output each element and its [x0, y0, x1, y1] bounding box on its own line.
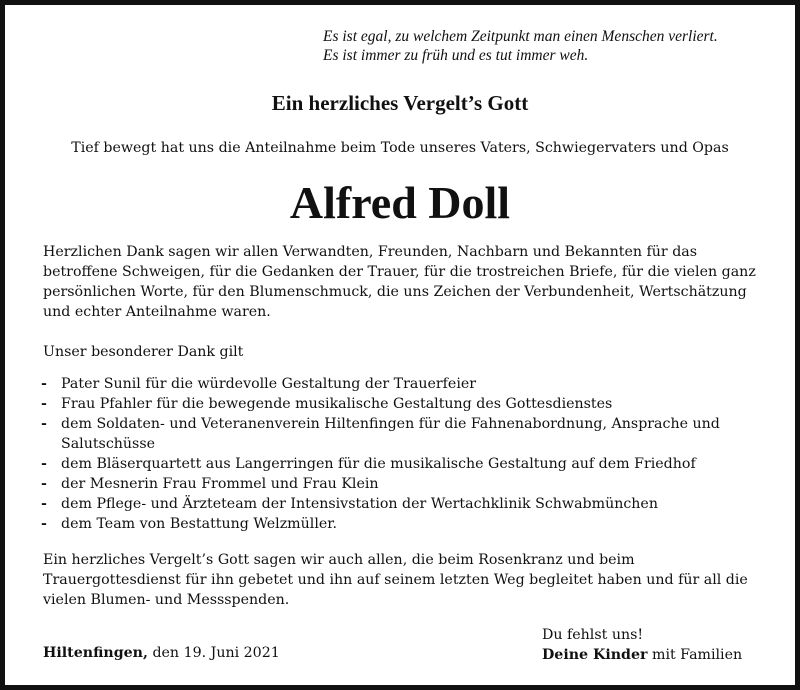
- list-item-text: Frau Pfahler für die bewegende musikalische Gestaltung des Gottesdienstes: [61, 396, 613, 412]
- dash-icon: -: [41, 516, 47, 532]
- list-item-text: dem Bläserquartett aus Langerringen für die musikalische Gestaltung auf dem Friedhof: [61, 456, 696, 472]
- place-date: [43, 643, 280, 663]
- list-item: [41, 514, 771, 534]
- list-item: [41, 454, 771, 474]
- quote: [323, 27, 718, 65]
- list-item: [41, 414, 771, 454]
- list-item-text: Pater Sunil für die würdevolle Gestaltung der Trauerfeier: [61, 376, 477, 392]
- place: Hiltenfingen,: [43, 645, 148, 661]
- list-item: [41, 374, 771, 394]
- heading: Ein herzliches Vergelt’s Gott: [271, 91, 529, 115]
- list-item-text: dem Team von Bestattung Welzmüller.: [61, 516, 337, 532]
- closing-paragraph: Ein herzliches Vergelt’s Gott sagen wir auch allen, die beim Rosenkranz und beim Trauergottesdienst für ihn gebetet und ihn auf seinem letzten Weg begleitet haben und für all die vielen Blumen- und Messspenden.: [43, 552, 748, 608]
- dash-icon: -: [41, 496, 47, 512]
- dash-icon: -: [41, 396, 47, 412]
- deceased-name: Alfred Doll: [289, 177, 511, 228]
- thanks-paragraph: Herzlichen Dank sagen wir allen Verwandten, Freunden, Nachbarn und Bekannten für das betroffene Schweigen, für die Gedanken der Trauer, für die trostreichen Briefe, für die vielen ganz persönlichen Worte, für den Blumenschmuck, die uns Zeichen der Verbundenheit, Wertschätzung und echter Anteilnahme waren.: [43, 244, 756, 320]
- special-thanks-label: Unser besonderer Dank gilt: [43, 344, 244, 360]
- quote-line-2: Es ist immer zu früh und es tut immer weh.: [323, 47, 589, 64]
- dash-icon: -: [41, 416, 47, 432]
- dash-icon: -: [41, 476, 47, 492]
- signature-block: [542, 625, 742, 665]
- dash-icon: -: [41, 456, 47, 472]
- list-item-text: dem Soldaten- und Veteranenverein Hiltenfingen für die Fahnenabordnung, Ansprache und Salutschüsse: [61, 416, 720, 452]
- signature: [542, 645, 742, 665]
- miss-you-line: Du fehlst uns!: [542, 627, 644, 643]
- signature-rest: mit Familien: [651, 647, 743, 663]
- intro-text: Tief bewegt hat uns die Anteilnahme beim Tode unseres Vaters, Schwiegervaters und Opas: [71, 140, 729, 156]
- list-item-text: der Mesnerin Frau Frommel und Frau Klein: [61, 476, 379, 492]
- list-item-text: dem Pflege- und Ärzteteam der Intensivstation der Wertachklinik Schwabmünchen: [61, 496, 658, 512]
- signature-bold: Deine Kinder: [542, 647, 648, 663]
- date: den 19. Juni 2021: [152, 645, 280, 661]
- quote-line-1: Es ist egal, zu welchem Zeitpunkt man einen Menschen verliert.: [323, 28, 718, 45]
- list-item: [41, 474, 771, 494]
- dash-icon: -: [41, 376, 47, 392]
- list-item: [41, 394, 771, 414]
- list-item: [41, 494, 771, 514]
- special-thanks-list: [41, 374, 771, 534]
